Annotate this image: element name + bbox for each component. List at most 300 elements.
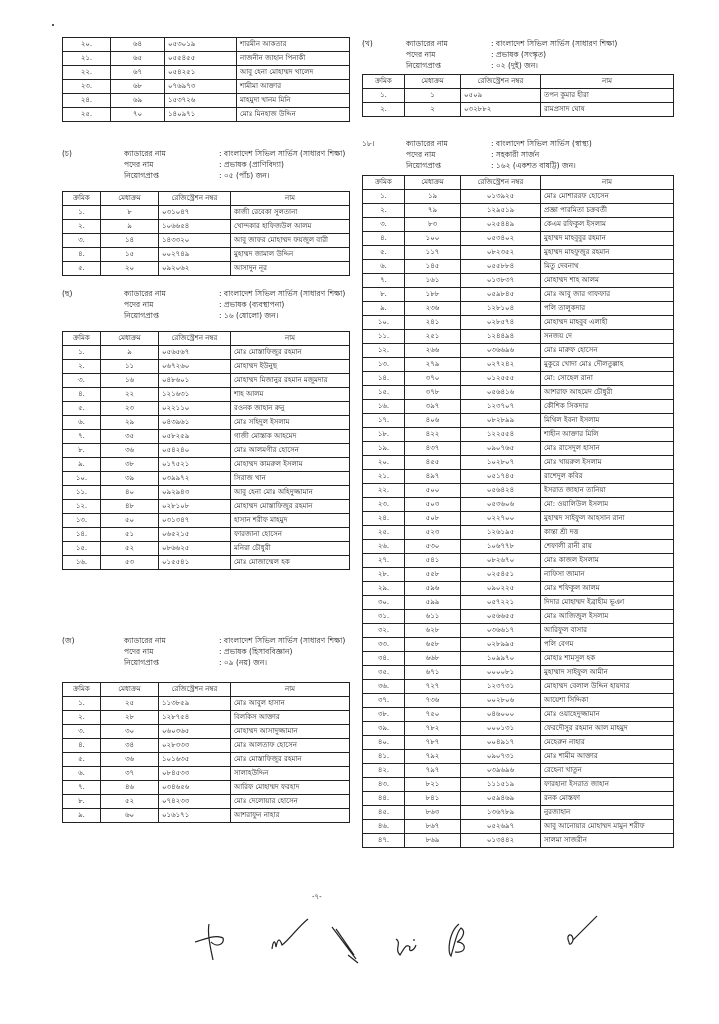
name-cell: মোঃ মোজাম্মেল হক xyxy=(231,556,350,570)
serial-cell: ২৭. xyxy=(363,554,405,568)
table-row xyxy=(63,486,350,500)
serial-cell: ৫. xyxy=(63,402,101,416)
table-row xyxy=(63,711,350,725)
serial-cell: ৫. xyxy=(63,262,101,276)
table-row xyxy=(63,767,350,781)
table-row xyxy=(363,456,674,470)
serial-cell: ৮. xyxy=(63,795,101,809)
table-row xyxy=(63,346,350,360)
merit-cell: ৬০ xyxy=(101,809,159,823)
registration-cell: ০২৭২৪২ xyxy=(461,358,541,372)
name-cell: মোঃ মোশাররফ হোসেন xyxy=(541,190,674,204)
column-header: রেজিস্ট্রেশন নম্বর xyxy=(461,176,541,190)
serial-cell: ৪. xyxy=(63,248,101,262)
column-header: রেজিস্ট্রেশন নম্বর xyxy=(159,332,231,346)
name-cell: মোঃ দেলোয়ার হোসেন xyxy=(231,795,350,809)
serial-cell: ১১. xyxy=(363,330,405,344)
name-cell: আবু হেনা মোঃ অহিদুজ্জামান xyxy=(231,486,350,500)
registration-cell: ০০২৭৪৯ xyxy=(159,248,231,262)
table-row xyxy=(363,218,674,232)
name-cell: মোঃ মোস্তাফিজুর রহমান xyxy=(231,753,350,767)
merit-cell: ৮৬৯ xyxy=(405,834,461,848)
registration-cell: ০৫৬৪১৬ xyxy=(461,386,541,400)
name-cell: রাশেদুল কবির xyxy=(541,470,674,484)
table-row xyxy=(63,248,350,262)
post-value: : প্রভাষক (ব্যবস্থাপনা) xyxy=(219,300,285,309)
section-mark: (ছ) xyxy=(62,289,73,298)
table-row xyxy=(363,610,674,624)
table-row xyxy=(363,526,674,540)
merit-cell: ৪৩৭ xyxy=(405,442,461,456)
serial-cell: ৪৭. xyxy=(363,834,405,848)
serial-cell: ৩৪. xyxy=(363,652,405,666)
name-cell: মোঃ আলতাফ হোসেন xyxy=(231,739,350,753)
name-cell: বিলকিস আক্তার xyxy=(231,711,350,725)
table-row xyxy=(63,444,350,458)
merit-cell: ৩৭০ xyxy=(405,372,461,386)
registration-cell: ০৮২৮৯৯ xyxy=(461,414,541,428)
name-cell: প্রজ্ঞা পারমিতা চক্রবর্তী xyxy=(541,204,674,218)
name-cell: মোহাঃ শামসুল হক xyxy=(541,652,674,666)
registration-cell: ০৩১০৪৭ xyxy=(159,206,231,220)
merit-table xyxy=(362,175,674,848)
cadre-value: : বাংলাদেশ সিভিল সার্ভিস (সাধারণ শিক্ষা) xyxy=(219,149,346,158)
serial-cell: ১৫. xyxy=(363,386,405,400)
registration-cell: ০৫৫৪৫৫ xyxy=(165,52,237,66)
column-header: ক্রমিক xyxy=(63,332,101,346)
merit-cell: ৫২৩ xyxy=(405,526,461,540)
merit-cell: ১১ xyxy=(101,360,159,374)
registration-cell: ০৫৯৮৪৫ xyxy=(461,288,541,302)
table-row xyxy=(363,302,674,316)
registration-cell: ১৪৩৩২০ xyxy=(159,234,231,248)
serial-cell: ১৯. xyxy=(363,442,405,456)
name-cell: মিথিল ইবনা ইসলাম xyxy=(541,414,674,428)
serial-cell: ১১. xyxy=(63,486,101,500)
registration-cell: ০০০১৩১ xyxy=(461,722,541,736)
registration-cell: ০২৮৯৯৫ xyxy=(461,638,541,652)
section-mark: ১৮। xyxy=(362,139,375,148)
serial-cell: ২৯. xyxy=(363,582,405,596)
merit-cell: ৪৮ xyxy=(101,500,159,514)
merit-cell: ১০০ xyxy=(405,232,461,246)
serial-cell: ২৩. xyxy=(363,498,405,512)
table-row xyxy=(363,274,674,288)
table-row xyxy=(363,414,674,428)
registration-cell: ০৫৩৪০২ xyxy=(461,232,541,246)
registration-cell: ০৮৪৫৩৩ xyxy=(159,767,231,781)
table-row xyxy=(363,764,674,778)
table-row xyxy=(63,514,350,528)
table-row xyxy=(63,52,350,66)
registration-cell: ১২৪৪৯৪ xyxy=(461,330,541,344)
serial-cell: ১৫. xyxy=(63,542,101,556)
column-header: নাম xyxy=(231,192,350,206)
column-header: নাম xyxy=(231,683,350,697)
cadre-label: ক্যাডারের নাম xyxy=(124,289,166,298)
table-row xyxy=(363,680,674,694)
merit-cell: ২৭৯ xyxy=(405,358,461,372)
registration-cell: ০৩৬৬১৭ xyxy=(461,624,541,638)
serial-cell: ২৩. xyxy=(63,80,111,94)
registration-cell: ১২২৫৫৪ xyxy=(461,428,541,442)
cadre-label: ক্যাডারের নাম xyxy=(124,149,166,158)
merit-cell: ২৪১ xyxy=(405,316,461,330)
registration-cell: ০২৮৫৭৪ xyxy=(461,316,541,330)
column-header: ক্রমিক xyxy=(63,683,101,697)
registration-cell: ১২৩৭৩১ xyxy=(461,680,541,694)
registration-cell: ০০৪৯১৭ xyxy=(461,736,541,750)
name-cell: মোঃ আজিজুল ইসলাম xyxy=(541,610,674,624)
name-cell: সিরাজ খান xyxy=(231,472,350,486)
merit-cell: ৩০ xyxy=(101,725,159,739)
serial-cell: ১৩. xyxy=(63,514,101,528)
merit-cell: ২২ xyxy=(101,388,159,402)
name-cell: মোঃ শফিকুল আলম xyxy=(541,582,674,596)
post-label: পদের নাম xyxy=(124,160,154,169)
merit-table xyxy=(62,682,350,823)
serial-cell: ৩. xyxy=(363,218,405,232)
merit-cell: ৬৪ xyxy=(111,38,165,52)
serial-cell: ৭. xyxy=(363,274,405,288)
appointed-value: : ০৯ (নয়) জন। xyxy=(219,658,268,667)
table-row xyxy=(63,458,350,472)
merit-cell: ৮২১ xyxy=(405,778,461,792)
serial-cell: ২১. xyxy=(363,470,405,484)
registration-cell: ০৬০৩৬৫ xyxy=(159,725,231,739)
name-cell: আশরাফ আহমেদ চৌধুরী xyxy=(541,386,674,400)
merit-cell: ৫০০ xyxy=(405,484,461,498)
registration-cell: ০৯০৭৬৫ xyxy=(461,442,541,456)
name-cell: মনিরা চৌধুরী xyxy=(231,542,350,556)
column-header: মেধাক্রম xyxy=(405,176,461,190)
merit-cell: ৬৯ xyxy=(111,94,165,108)
serial-cell: ১. xyxy=(363,190,405,204)
name-cell: কেএম রফিকুল ইসলাম xyxy=(541,218,674,232)
name-cell: সনজয় দে xyxy=(541,330,674,344)
serial-cell: ৩৫. xyxy=(363,666,405,680)
merit-cell: ৫০৩ xyxy=(405,498,461,512)
registration-cell: ০২৫৪৪৯ xyxy=(461,218,541,232)
registration-cell: ১০৯৯৭০ xyxy=(461,652,541,666)
merit-cell: ৭৩৬ xyxy=(405,694,461,708)
merit-cell: ৭২৭ xyxy=(405,680,461,694)
serial-cell: ৮. xyxy=(63,444,101,458)
registration-cell: ০৬৫২১৫ xyxy=(159,528,231,542)
serial-cell: ৪২. xyxy=(363,764,405,778)
table-row xyxy=(63,220,350,234)
column-header: রেজিস্ট্রেশন নম্বর xyxy=(159,683,231,697)
table-row xyxy=(63,402,350,416)
merit-cell: ৩৬ xyxy=(101,753,159,767)
table-row xyxy=(63,206,350,220)
merit-cell: ৪৬ xyxy=(101,781,159,795)
section-mark: (জ) xyxy=(62,636,75,645)
registration-cell: ০৭৪২৩৩ xyxy=(159,795,231,809)
merit-table xyxy=(362,74,674,117)
name-cell: মুহাম্মদ মাহফুজুর রহমান xyxy=(541,246,674,260)
merit-cell: ৬১১ xyxy=(405,610,461,624)
name-cell: হাসান শরীফ মাহমুদ xyxy=(231,514,350,528)
registration-cell: ০৫৩৬০৬ xyxy=(461,498,541,512)
table-row xyxy=(363,554,674,568)
registration-cell: ০১৭৫২১ xyxy=(159,458,231,472)
appointed-label: নিয়োগপ্রাপ্ত xyxy=(406,61,442,70)
table-header-row xyxy=(363,176,674,190)
serial-cell: ৬. xyxy=(63,767,101,781)
table-row xyxy=(63,388,350,402)
name-cell: খোন্দকার হাফিজউল আলম xyxy=(231,220,350,234)
table-row xyxy=(63,500,350,514)
serial-cell: ৮. xyxy=(363,288,405,302)
table-row xyxy=(63,556,350,570)
table-header-row xyxy=(63,683,350,697)
serial-cell: ৩. xyxy=(63,725,101,739)
table-row xyxy=(363,666,674,680)
registration-cell: ০৫২৬৯৭ xyxy=(461,820,541,834)
name-cell: দিদার মোহাম্মদ ইব্রাহীম ভূঞা xyxy=(541,596,674,610)
appointed-value: : ০২ (দুই) জন। xyxy=(491,61,538,70)
signature-4 xyxy=(392,935,418,963)
appointed-label: নিয়োগপ্রাপ্ত xyxy=(406,161,442,170)
merit-cell: ৬৭ xyxy=(111,66,165,80)
merit-cell: ২ xyxy=(405,103,461,117)
column-header: নাম xyxy=(541,75,674,89)
section-18 xyxy=(362,138,674,848)
name-cell: মোহাম্মদ ইউনুছ xyxy=(231,360,350,374)
registration-cell: ০২৫৪৫১ xyxy=(461,568,541,582)
table-row xyxy=(63,697,350,711)
name-cell: রামপ্রসাদ ঘোষ xyxy=(541,103,674,117)
table-row xyxy=(363,596,674,610)
name-cell: মোঃ মোস্তাফিজুর রহমান xyxy=(231,346,350,360)
registration-cell: ০০২৮০৬ xyxy=(461,694,541,708)
post-value: : প্রভাষক (প্রাণিবিদ্যা) xyxy=(219,160,284,169)
serial-cell: ২৮. xyxy=(363,568,405,582)
column-header: রেজিস্ট্রেশন নম্বর xyxy=(159,192,231,206)
merit-cell: ১১৭ xyxy=(405,246,461,260)
post-label: পদের নাম xyxy=(124,647,154,656)
name-cell: মোহাম্মদ মাহবুব এলাহী xyxy=(541,316,674,330)
table-header-row xyxy=(363,75,674,89)
table-row xyxy=(363,470,674,484)
name-cell: মুহাম্মদ জামাল উদ্দিন xyxy=(231,248,350,262)
serial-cell: ২৪. xyxy=(63,94,111,108)
name-cell: ফারহানা ইসরাত জাহান xyxy=(541,778,674,792)
merit-cell: ৩৯ xyxy=(101,472,159,486)
registration-cell: ১০১৬৩৫ xyxy=(159,753,231,767)
table-row xyxy=(63,795,350,809)
merit-cell: ৩৯৭ xyxy=(405,400,461,414)
signature-2 xyxy=(270,915,310,955)
table-row xyxy=(63,430,350,444)
table-row xyxy=(63,94,350,108)
name-cell: মোঃ রাসেদুল হাসান xyxy=(541,442,674,456)
name-cell: রওনক জাহান রুনু xyxy=(231,402,350,416)
merit-cell: ৭৯২ xyxy=(405,750,461,764)
table-row xyxy=(363,540,674,554)
name-cell: নাজনীন জাহান পিনাকী xyxy=(237,52,350,66)
merit-cell: ৮৬৩ xyxy=(405,806,461,820)
registration-cell: ০৫৭২২১ xyxy=(461,596,541,610)
section-header xyxy=(62,148,350,181)
name-cell: আয়েশা সিদ্দিকা xyxy=(541,694,674,708)
table-row xyxy=(363,103,674,117)
name-cell: শেফালী রানী রায় xyxy=(541,540,674,554)
registration-cell: ০৬৭২৬০ xyxy=(159,360,231,374)
name-cell: নাফিসা জামান xyxy=(541,568,674,582)
post-label: পদের নাম xyxy=(406,150,436,159)
registration-cell: ০২৮৩৩৩ xyxy=(159,739,231,753)
serial-cell: ২৫. xyxy=(63,108,111,122)
name-cell: আরিফুল বাসার xyxy=(541,624,674,638)
table-row xyxy=(363,316,674,330)
serial-cell: ১৪. xyxy=(63,528,101,542)
serial-cell: ৩৩. xyxy=(363,638,405,652)
table-row xyxy=(363,190,674,204)
name-cell: মোহাম্মদ শাহ আলম xyxy=(541,274,674,288)
name-cell: ইসরাত জাহান তানিয়া xyxy=(541,484,674,498)
serial-cell: ২২. xyxy=(363,484,405,498)
signature-3 xyxy=(330,925,360,969)
merit-cell: ৩৪ xyxy=(101,739,159,753)
table-row xyxy=(63,739,350,753)
name-cell: আবু জাফর মোহাম্মদ ফয়জুল বারী xyxy=(231,234,350,248)
merit-cell: ৫৩০ xyxy=(405,540,461,554)
serial-cell: ৩৭. xyxy=(363,694,405,708)
table-row xyxy=(63,725,350,739)
registration-cell: ০৯২৯৪৩ xyxy=(159,486,231,500)
table-row xyxy=(363,792,674,806)
name-cell: কান্তা শ্রী দত্ত xyxy=(541,526,674,540)
name-cell: মেহেরুন নাহার xyxy=(541,736,674,750)
merit-cell: ১ xyxy=(405,89,461,103)
table-row xyxy=(363,260,674,274)
table-row xyxy=(63,753,350,767)
name-cell: শারমীন আকতার xyxy=(237,38,350,52)
table-row xyxy=(363,358,674,372)
serial-cell: ৪. xyxy=(63,739,101,753)
column-header: নাম xyxy=(231,332,350,346)
serial-cell: ২০. xyxy=(363,456,405,470)
table-row xyxy=(363,722,674,736)
section-mark: (খ) xyxy=(362,39,373,48)
merit-cell: ২৮ xyxy=(101,711,159,725)
table-row xyxy=(63,416,350,430)
table-row xyxy=(63,809,350,823)
merit-cell: ৬৫৮ xyxy=(405,638,461,652)
merit-cell: ১৬১ xyxy=(405,274,461,288)
name-cell: শাহ আলম xyxy=(231,388,350,402)
merit-cell: ১৪ xyxy=(101,234,159,248)
section-chha xyxy=(62,288,350,570)
section-cha xyxy=(62,148,350,276)
merit-cell: ২৬৬ xyxy=(405,344,461,358)
signature-1 xyxy=(193,920,229,966)
table-row xyxy=(63,38,350,52)
registration-cell: ০৮২৬৭০ xyxy=(461,554,541,568)
serial-cell: ৪. xyxy=(63,388,101,402)
registration-cell: ১২৮৭৫৪ xyxy=(159,711,231,725)
column-header: ক্রমিক xyxy=(63,192,101,206)
merit-cell: ৩৭ xyxy=(101,767,159,781)
registration-cell: ১৫৩৭২৬ xyxy=(165,94,237,108)
table-row xyxy=(63,528,350,542)
section-header xyxy=(62,635,350,668)
name-cell: মোঃ মিনহাজ উদ্দিন xyxy=(237,108,350,122)
table-row xyxy=(363,806,674,820)
name-cell: শামীমা আক্তার xyxy=(237,80,350,94)
table-row xyxy=(363,484,674,498)
serial-cell: ৪১. xyxy=(363,750,405,764)
serial-cell: ৪. xyxy=(363,232,405,246)
merit-table xyxy=(62,191,350,276)
name-cell: শাহীন আক্তার মিলি xyxy=(541,428,674,442)
table-row xyxy=(363,834,674,848)
merit-cell: ৫৩ xyxy=(101,556,159,570)
merit-cell: ৯ xyxy=(101,346,159,360)
merit-cell: ২৯ xyxy=(101,416,159,430)
registration-cell: ০৫৬৫৬৭ xyxy=(159,346,231,360)
signature-6 xyxy=(563,912,599,952)
merit-cell: ২৫১ xyxy=(405,330,461,344)
table-row xyxy=(363,582,674,596)
registration-cell: ০৯০২২৫ xyxy=(461,582,541,596)
name-cell: মোঃ আলমগীর হোসেন xyxy=(231,444,350,458)
column-header: রেজিস্ট্রেশন নম্বর xyxy=(461,75,541,89)
name-cell: মুহাম্মাদ সাইফুল আমীন xyxy=(541,666,674,680)
table-row xyxy=(363,694,674,708)
signature-5 xyxy=(445,922,471,966)
serial-cell: ৭. xyxy=(63,430,101,444)
serial-cell: ৯. xyxy=(63,458,101,472)
serial-cell: ২২. xyxy=(63,66,111,80)
registration-cell: ০২৮১০৮ xyxy=(159,500,231,514)
registration-cell: ০৯০৭৩১ xyxy=(461,750,541,764)
name-cell: মোঃ ওয়াহেদুজ্জামান xyxy=(541,708,674,722)
name-cell: মোঃ আবু জার গাফফার xyxy=(541,288,674,302)
table-header-row xyxy=(63,332,350,346)
table-row xyxy=(363,820,674,834)
column-header: ক্রমিক xyxy=(363,176,405,190)
serial-cell: ২. xyxy=(363,204,405,218)
table-row xyxy=(363,246,674,260)
table-row xyxy=(363,568,674,582)
merit-cell: ৬২৮ xyxy=(405,624,461,638)
serial-cell: ৩১. xyxy=(363,610,405,624)
merit-cell: ৪৯৭ xyxy=(405,470,461,484)
merit-cell: ৭০ xyxy=(111,108,165,122)
merit-cell: ৩৬ xyxy=(101,444,159,458)
table-row xyxy=(363,442,674,456)
table-row xyxy=(363,624,674,638)
cadre-value: : বাংলাদেশ সিভিল সার্ভিস (সাধারণ শিক্ষা) xyxy=(219,289,346,298)
registration-cell: ১২৬১৯৫ xyxy=(461,526,541,540)
merit-cell: ৬৫ xyxy=(111,52,165,66)
registration-cell: ০০০০৮১ xyxy=(461,666,541,680)
table-row xyxy=(363,428,674,442)
merit-cell: ৫২ xyxy=(101,795,159,809)
column-header: মেধাক্রম xyxy=(405,75,461,89)
column-header: মেধাক্রম xyxy=(101,332,159,346)
registration-cell: ১০৬৬৫৪ xyxy=(159,220,231,234)
merit-cell: ৩৭৮ xyxy=(405,386,461,400)
serial-cell: ৩৬. xyxy=(363,680,405,694)
name-cell: মোহাম্মদ বেলাল উদ্দিন হায়দার xyxy=(541,680,674,694)
post-label: পদের নাম xyxy=(124,300,154,309)
merit-cell: ২৫ xyxy=(101,697,159,711)
serial-cell: ৬. xyxy=(63,416,101,430)
